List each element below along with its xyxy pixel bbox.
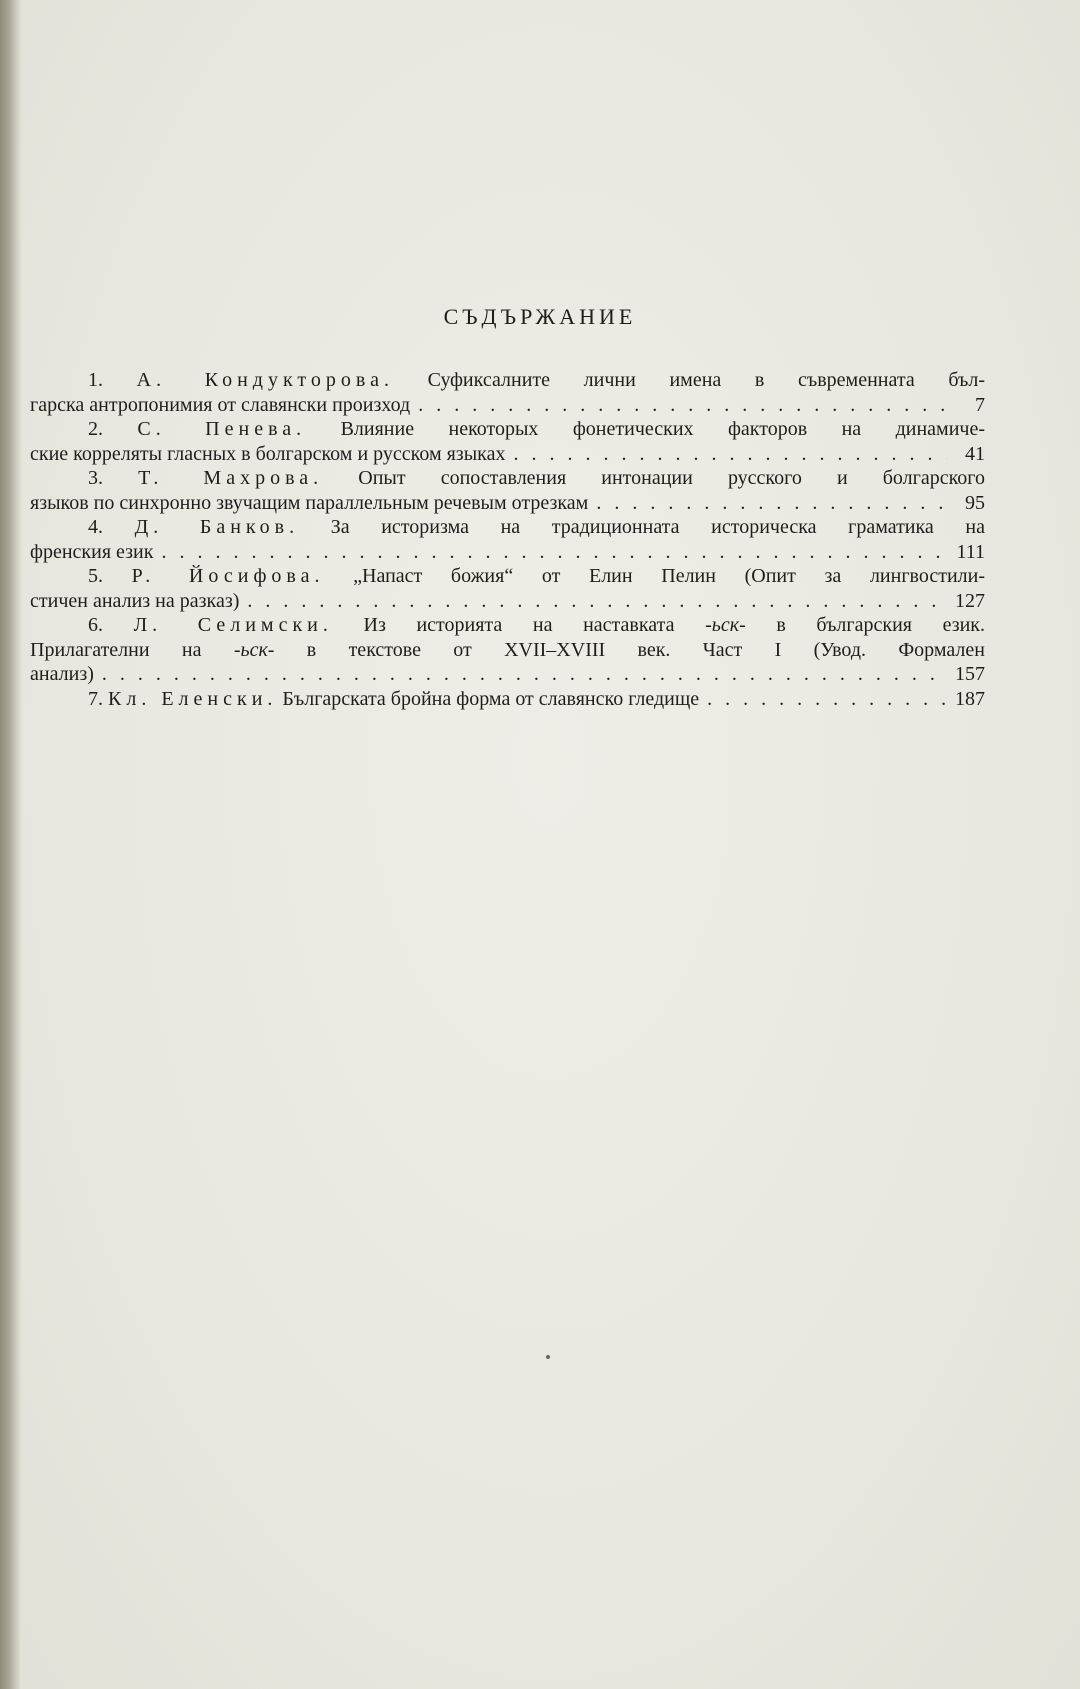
suffix-term: -ьск- — [705, 614, 746, 636]
entry-title-continued: анализ) — [30, 663, 94, 685]
toc-entry-6[interactable] — [30, 613, 985, 687]
entry-number: 3. — [88, 467, 103, 489]
entry-number: 7. — [88, 687, 103, 710]
toc-entry-3[interactable] — [30, 466, 985, 515]
dot-leader — [418, 393, 947, 418]
dot-leader — [596, 491, 947, 516]
entry-title-continued: ские корреляты гласных в болгарском и русском языках — [30, 442, 506, 465]
entry-author: Д. Банков. — [134, 516, 300, 538]
book-spine-shadow — [0, 0, 22, 1689]
entry-number: 4. — [88, 516, 103, 538]
toc-entry-5[interactable] — [30, 564, 985, 613]
entry-author: Л. Селимски. — [133, 614, 333, 636]
entry-page-number: 157 — [955, 663, 985, 685]
entry-page-number: 7 — [975, 393, 985, 416]
dot-leader — [513, 442, 947, 467]
entry-title: „Напаст божия“ от Елин Пелин (Опит за лингвостили- — [353, 565, 986, 587]
entry-page-number: 111 — [956, 540, 985, 563]
entry-title-continued: стичен анализ на разказ) — [30, 589, 240, 612]
entry-number: 6. — [88, 614, 103, 636]
toc-entry-7[interactable] — [30, 687, 985, 712]
entry-title-continued: в текстове от XVII–XVIII век. Част I (Увод. Формален — [274, 638, 985, 661]
toc-entry-1[interactable] — [30, 368, 985, 417]
entry-title: Суфиксалните лични имена в съвременната бъл- — [427, 369, 986, 391]
entry-number: 1. — [88, 369, 103, 391]
page-paper — [22, 0, 1080, 1689]
entry-author: Кл. Еленски. — [108, 687, 278, 710]
dot-leader — [247, 589, 947, 614]
toc-entry-2[interactable] — [30, 417, 985, 466]
entry-page-number: 95 — [965, 491, 985, 514]
entry-page-number: 41 — [965, 442, 985, 465]
dot-leader — [102, 662, 947, 687]
table-of-contents — [30, 368, 985, 711]
entry-title: Опыт сопоставления интонации русского и болгарского — [358, 467, 986, 489]
entry-page-number: 187 — [955, 687, 985, 710]
entry-title: За историзма на традиционната историческа граматика на — [330, 516, 985, 538]
entry-title-continued: гарска антропонимия от славянски произход — [30, 393, 411, 416]
entry-author: С. Пенева. — [137, 418, 307, 440]
suffix-term: -ьск- — [233, 638, 275, 661]
toc-entry-4[interactable] — [30, 515, 985, 564]
entry-title: Влияние некоторых фонетических факторов на динамиче- — [340, 418, 986, 440]
entry-author: А. Кондукторова. — [136, 369, 394, 391]
page-title: СЪДЪРЖАНИЕ — [443, 304, 637, 329]
entry-title: в българския език. — [745, 614, 986, 636]
entry-number: 5. — [88, 565, 103, 587]
paper-speck — [546, 1355, 550, 1359]
entry-author: Р. Йосифова. — [131, 565, 325, 587]
entry-title-continued: Прилагателни на — [30, 638, 234, 661]
entry-title-continued: френския език — [30, 540, 154, 563]
entry-number: 2. — [88, 418, 103, 440]
entry-page-number: 127 — [955, 589, 985, 612]
dot-leader — [161, 540, 947, 565]
dot-leader — [707, 687, 947, 712]
entry-title-continued: языков по синхронно звучащим параллельным речевым отрезкам — [30, 491, 589, 514]
entry-title: Българската бройна форма от славянско гледище — [282, 687, 700, 710]
entry-author: Т. Махрова. — [138, 467, 324, 489]
entry-title: Из историята на наставката — [363, 614, 706, 636]
